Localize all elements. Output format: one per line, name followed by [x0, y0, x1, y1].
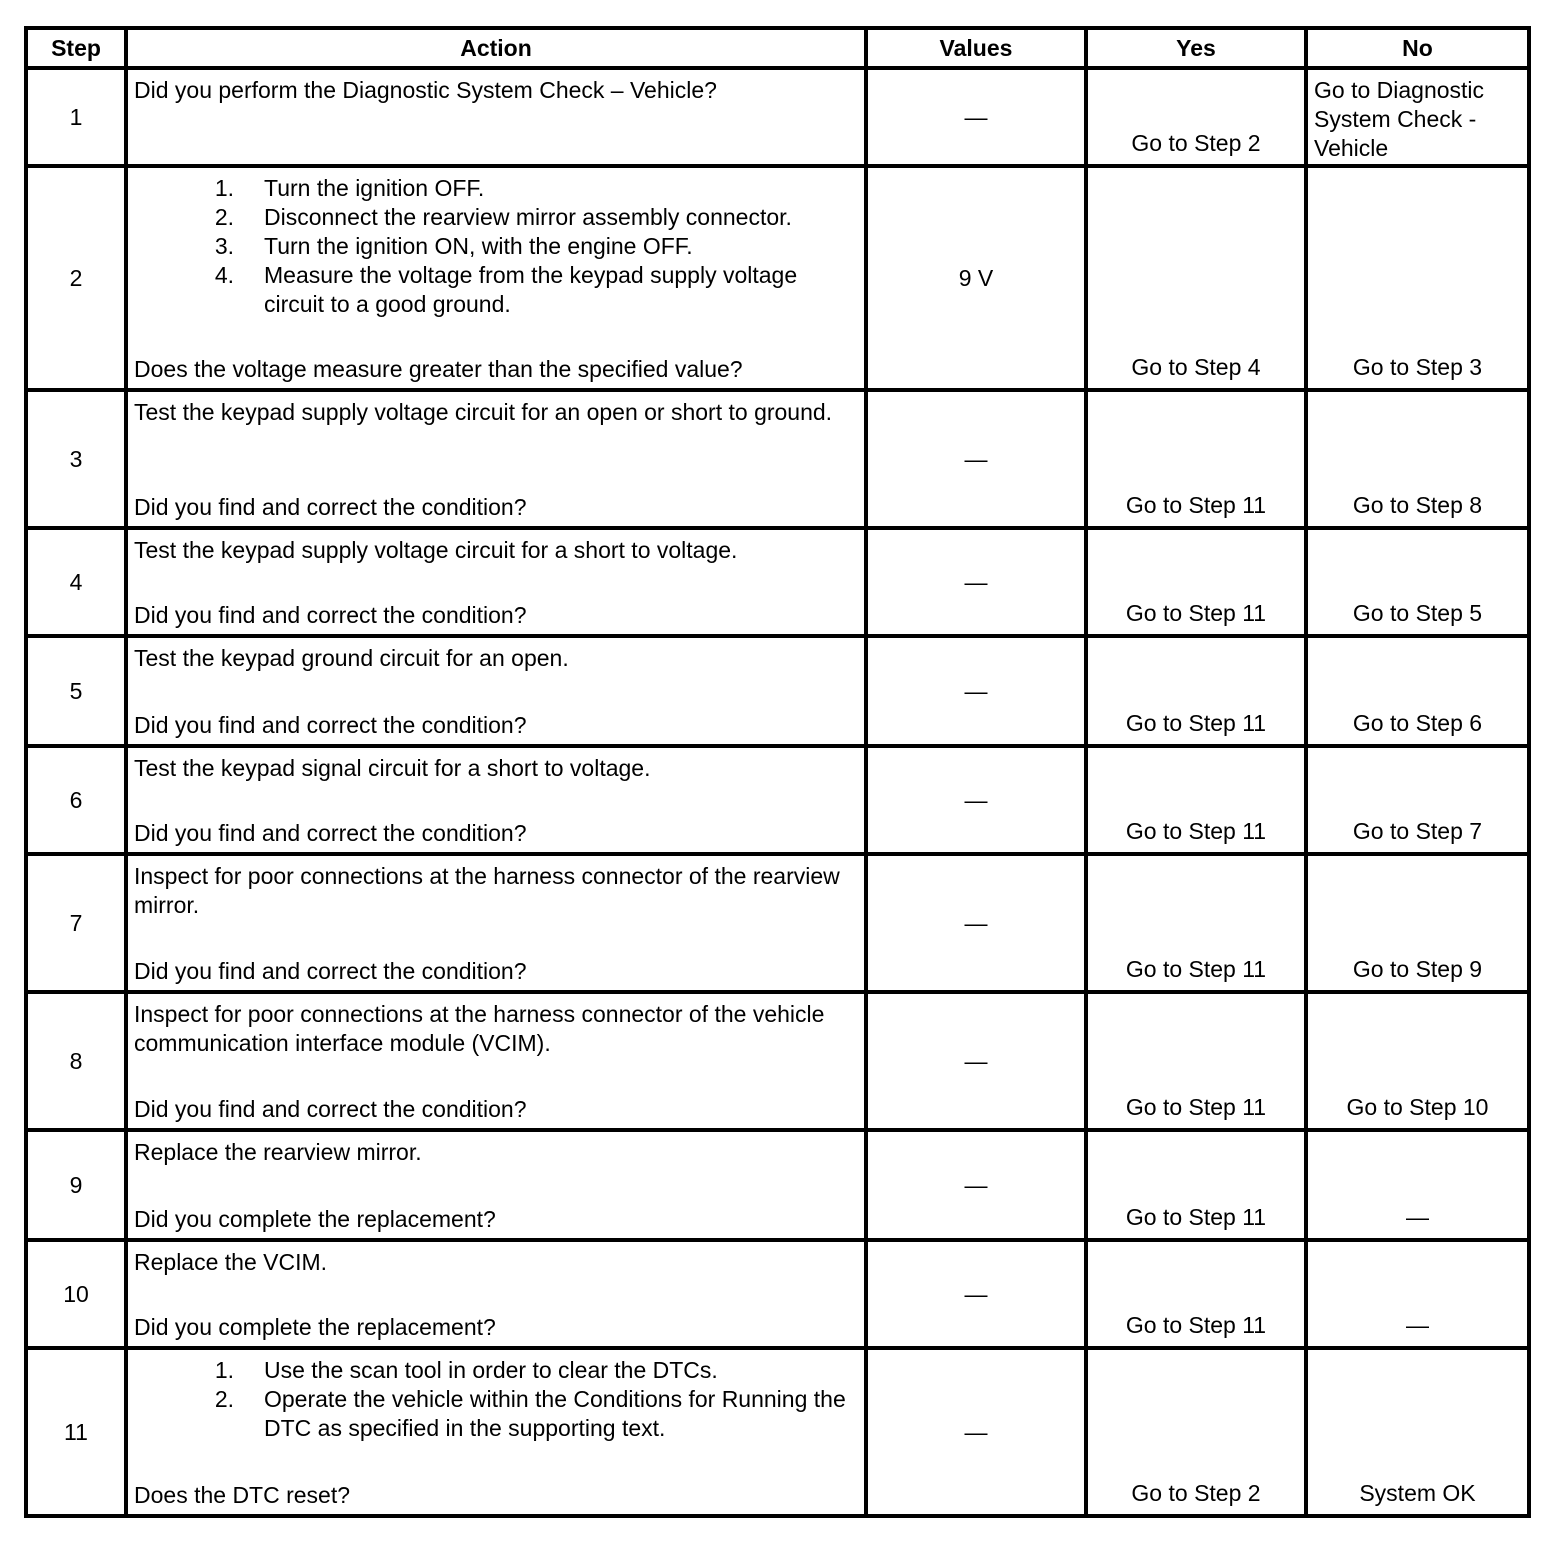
list-item — [134, 203, 858, 232]
list-item-text: Disconnect the rearview mirror assembly connector. — [264, 204, 792, 230]
step-number: 4 — [26, 528, 126, 636]
action-text: Test the keypad supply voltage circuit for an open or short to ground. — [134, 399, 833, 425]
header-no: No — [1306, 28, 1529, 68]
action-cell — [126, 636, 866, 746]
yes-cell: Go to Step 11 — [1086, 1130, 1306, 1240]
action-text: Replace the VCIM. — [134, 1249, 328, 1275]
yes-cell: Go to Step 11 — [1086, 992, 1306, 1130]
yes-cell: Go to Step 2 — [1086, 68, 1306, 166]
action-question: Did you find and correct the condition? — [134, 494, 527, 520]
list-item-text: Use the scan tool in order to clear the DTCs. — [264, 1357, 718, 1383]
value-cell: — — [866, 1240, 1086, 1348]
value-cell: — — [866, 528, 1086, 636]
list-item-number: 4. — [214, 262, 234, 288]
list-item-number: 3. — [214, 233, 234, 259]
table-row — [26, 1130, 1529, 1240]
action-cell — [126, 992, 866, 1130]
no-cell: Go to Step 8 — [1306, 390, 1529, 528]
action-cell — [126, 854, 866, 992]
yes-cell: Go to Step 11 — [1086, 854, 1306, 992]
action-cell — [126, 1348, 866, 1516]
no-cell: Go to Diagnostic System Check - Vehicle — [1306, 68, 1529, 166]
step-number: 7 — [26, 854, 126, 992]
action-cell — [126, 1240, 866, 1348]
action-text: Inspect for poor connections at the harness connector of the vehicle communication interface module (VCIM). — [134, 1001, 825, 1056]
diagnostic-table — [24, 26, 1531, 1518]
header-row — [26, 28, 1529, 68]
value-cell: — — [866, 854, 1086, 992]
action-cell — [126, 1130, 866, 1240]
action-cell — [126, 68, 866, 166]
value-cell: — — [866, 68, 1086, 166]
yes-cell: Go to Step 2 — [1086, 1348, 1306, 1516]
action-question: Did you find and correct the condition? — [134, 1096, 527, 1122]
action-cell — [126, 166, 866, 390]
step-number: 5 — [26, 636, 126, 746]
list-item-text: Turn the ignition OFF. — [264, 175, 485, 201]
table-row — [26, 1348, 1529, 1516]
table-row — [26, 636, 1529, 746]
action-cell — [126, 390, 866, 528]
value-cell: — — [866, 1130, 1086, 1240]
table-row — [26, 992, 1529, 1130]
yes-cell: Go to Step 11 — [1086, 528, 1306, 636]
action-text: Test the keypad signal circuit for a short to voltage. — [134, 755, 651, 781]
step-number: 3 — [26, 390, 126, 528]
action-text: Test the keypad supply voltage circuit for a short to voltage. — [134, 537, 738, 563]
table-row — [26, 68, 1529, 166]
list-item-text: Operate the vehicle within the Conditions for Running the DTC as specified in the supporting text. — [264, 1386, 846, 1441]
step-number: 11 — [26, 1348, 126, 1516]
step-number: 9 — [26, 1130, 126, 1240]
table-row — [26, 166, 1529, 390]
no-cell: — — [1306, 1240, 1529, 1348]
action-question: Did you find and correct the condition? — [134, 820, 527, 846]
list-item-text: Measure the voltage from the keypad supply voltage circuit to a good ground. — [264, 262, 798, 317]
no-cell: Go to Step 10 — [1306, 992, 1529, 1130]
yes-cell: Go to Step 11 — [1086, 636, 1306, 746]
no-cell: Go to Step 5 — [1306, 528, 1529, 636]
header-values: Values — [866, 28, 1086, 68]
table-row — [26, 390, 1529, 528]
list-item-number: 1. — [214, 175, 234, 201]
action-text: Did you perform the Diagnostic System Check – Vehicle? — [134, 77, 717, 103]
step-number: 2 — [26, 166, 126, 390]
value-cell: — — [866, 1348, 1086, 1516]
list-item — [134, 1385, 858, 1443]
action-question: Did you complete the replacement? — [134, 1206, 496, 1232]
action-question: Did you complete the replacement? — [134, 1314, 496, 1340]
action-question: Does the voltage measure greater than the specified value? — [134, 356, 743, 382]
no-cell: System OK — [1306, 1348, 1529, 1516]
step-number: 8 — [26, 992, 126, 1130]
header-action: Action — [126, 28, 866, 68]
table-row — [26, 1240, 1529, 1348]
action-cell — [126, 746, 866, 854]
action-text: Inspect for poor connections at the harness connector of the rearview mirror. — [134, 863, 840, 918]
yes-cell: Go to Step 4 — [1086, 166, 1306, 390]
yes-cell: Go to Step 11 — [1086, 746, 1306, 854]
action-text: Test the keypad ground circuit for an open. — [134, 645, 569, 671]
yes-cell: Go to Step 11 — [1086, 1240, 1306, 1348]
table-row — [26, 854, 1529, 992]
action-question: Does the DTC reset? — [134, 1482, 351, 1508]
step-number: 6 — [26, 746, 126, 854]
header-step: Step — [26, 28, 126, 68]
step-number: 10 — [26, 1240, 126, 1348]
no-cell: Go to Step 3 — [1306, 166, 1529, 390]
action-text: Replace the rearview mirror. — [134, 1139, 422, 1165]
no-cell: — — [1306, 1130, 1529, 1240]
list-item — [134, 1356, 858, 1385]
list-item — [134, 261, 858, 319]
action-steps-list — [134, 1356, 858, 1443]
table-row — [26, 528, 1529, 636]
action-cell — [126, 528, 866, 636]
value-cell: — — [866, 746, 1086, 854]
list-item-number: 2. — [214, 1386, 234, 1412]
value-cell: — — [866, 636, 1086, 746]
value-cell: 9 V — [866, 166, 1086, 390]
value-cell: — — [866, 992, 1086, 1130]
no-cell: Go to Step 6 — [1306, 636, 1529, 746]
table-row — [26, 746, 1529, 854]
no-cell: Go to Step 9 — [1306, 854, 1529, 992]
list-item-number: 1. — [214, 1357, 234, 1383]
action-question: Did you find and correct the condition? — [134, 712, 527, 738]
list-item-number: 2. — [214, 204, 234, 230]
list-item — [134, 174, 858, 203]
header-yes: Yes — [1086, 28, 1306, 68]
no-cell: Go to Step 7 — [1306, 746, 1529, 854]
list-item — [134, 232, 858, 261]
list-item-text: Turn the ignition ON, with the engine OFF. — [264, 233, 693, 259]
action-question: Did you find and correct the condition? — [134, 958, 527, 984]
value-cell: — — [866, 390, 1086, 528]
action-question: Did you find and correct the condition? — [134, 602, 527, 628]
action-steps-list — [134, 174, 858, 319]
step-number: 1 — [26, 68, 126, 166]
yes-cell: Go to Step 11 — [1086, 390, 1306, 528]
